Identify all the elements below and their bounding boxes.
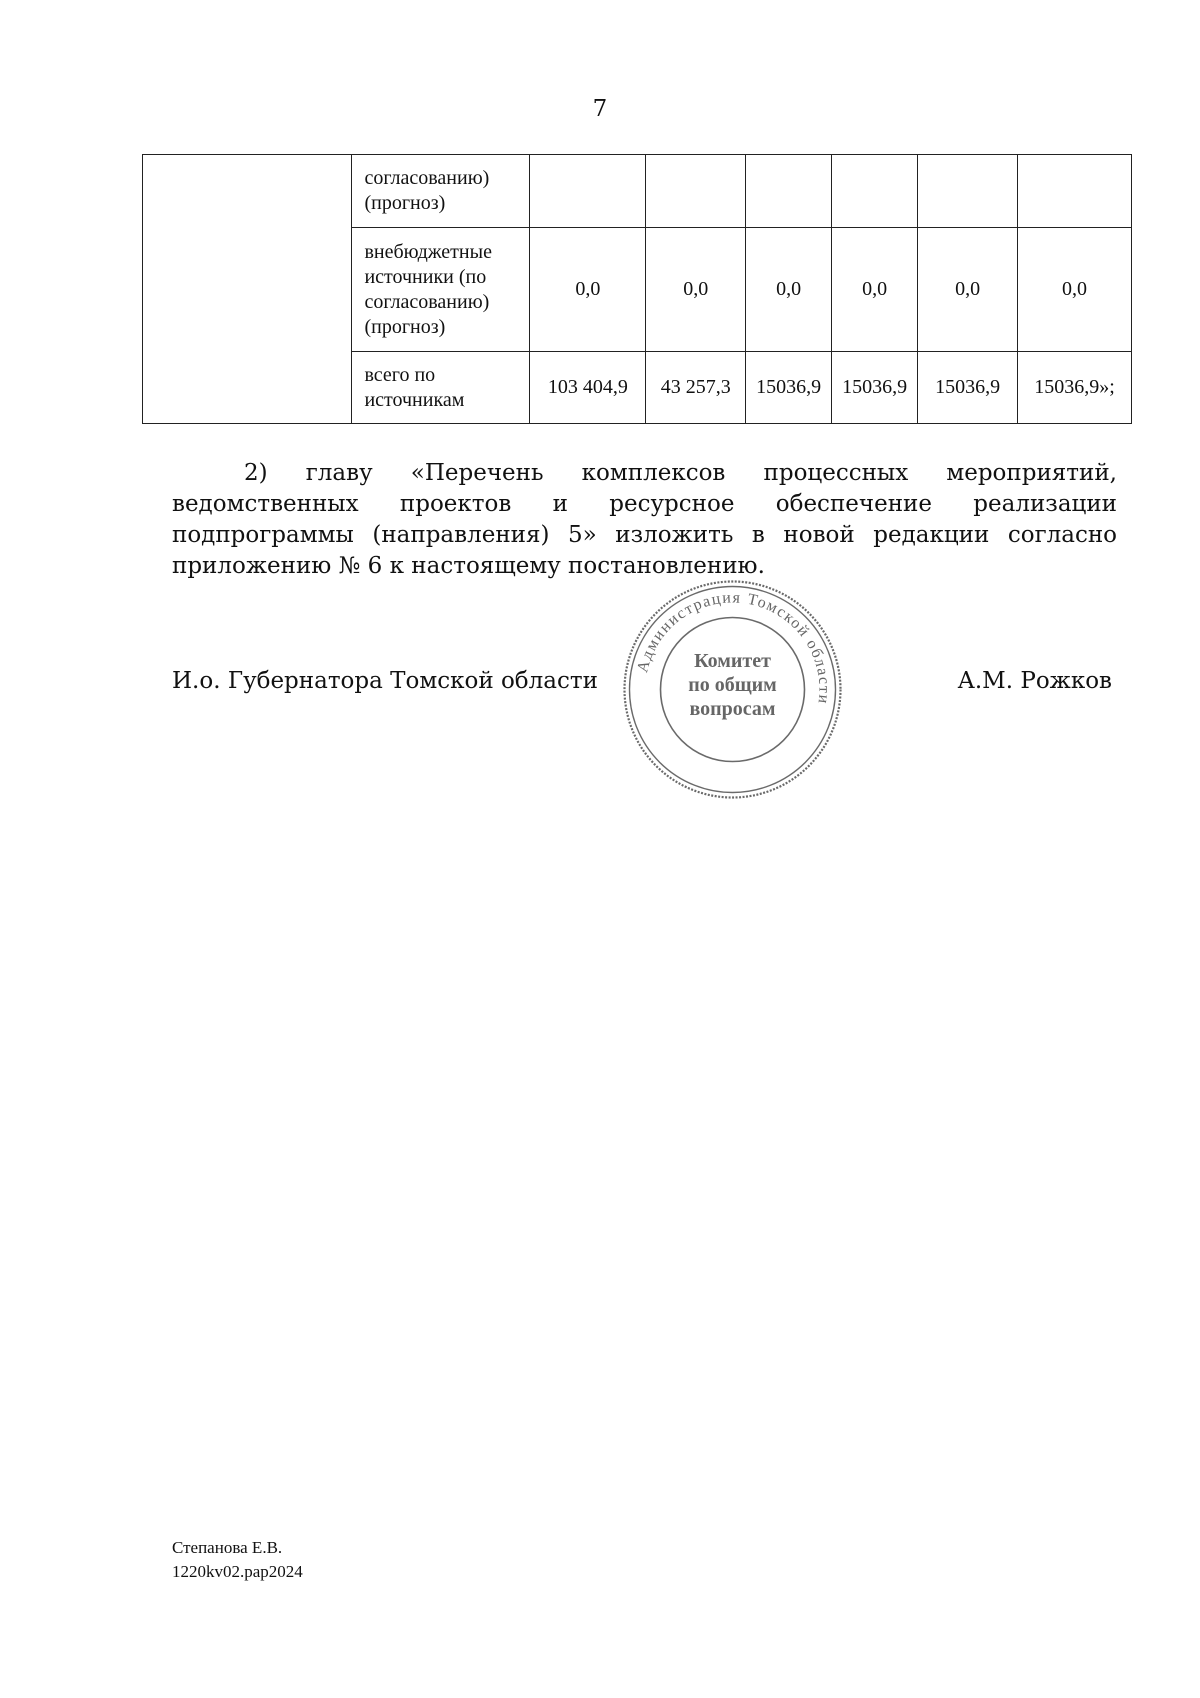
table-cell: 103 404,9 [530, 352, 646, 424]
footer-file: 1220kv02.pap2024 [172, 1562, 303, 1581]
svg-text:Комитет: Комитет [694, 650, 771, 672]
table-cell: 15036,9 [746, 352, 832, 424]
budget-table [142, 154, 1132, 424]
table-cell [832, 155, 918, 228]
svg-text:по общим: по общим [688, 674, 777, 696]
official-stamp [620, 577, 845, 802]
table-cell: 0,0 [1018, 228, 1132, 352]
table-cell: 15036,9 [918, 352, 1018, 424]
footer-author: Степанова Е.В. [172, 1538, 283, 1557]
svg-text:вопросам: вопросам [689, 698, 776, 720]
table-cell [646, 155, 746, 228]
body-paragraph: 2) главу «Перечень комплексов процессных мероприятий, ведомственных проектов и ресурсное обеспечение реализации подпрограммы (направления) 5» изложить в новой редакции согласно приложению № 6 к настоящему постановлению. [172, 460, 1117, 579]
table-cell: 15036,9 [832, 352, 918, 424]
table-row [143, 155, 1132, 228]
table-cell [918, 155, 1018, 228]
svg-text:Администрация Томской области: Администрация Томской области [634, 589, 833, 706]
table-cell: 43 257,3 [646, 352, 746, 424]
table-empty-cell [143, 155, 352, 424]
row-label: всего по источникам [352, 352, 530, 424]
table-cell [530, 155, 646, 228]
row-label: внебюджетные источники (по согласованию) (прогноз) [352, 228, 530, 352]
table-cell: 0,0 [646, 228, 746, 352]
table-cell [746, 155, 832, 228]
table-cell: 0,0 [746, 228, 832, 352]
row-label: согласованию) (прогноз) [352, 155, 530, 228]
signatory-name: А.М. Рожков [957, 668, 1112, 694]
table-cell: 0,0 [530, 228, 646, 352]
table-cell [1018, 155, 1132, 228]
table-cell: 0,0 [918, 228, 1018, 352]
footer [172, 1536, 303, 1584]
table-cell: 0,0 [832, 228, 918, 352]
signatory-title: И.о. Губернатора Томской области [172, 668, 598, 694]
page-number: 7 [592, 96, 608, 122]
table-cell: 15036,9»; [1018, 352, 1132, 424]
